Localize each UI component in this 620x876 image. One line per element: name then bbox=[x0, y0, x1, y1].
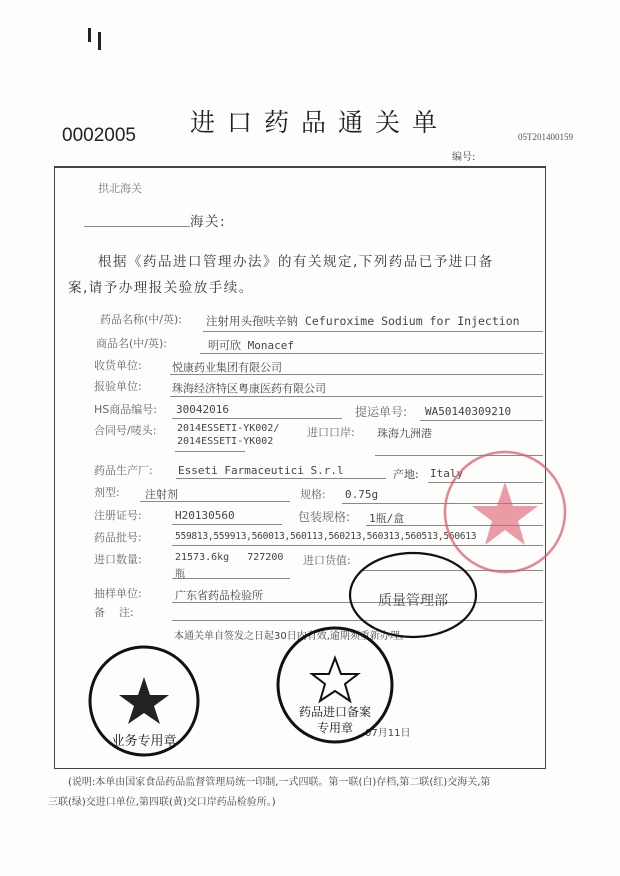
dosage-form-label: 剂型: bbox=[94, 486, 120, 499]
drug-name-label: 药品名称(中/英): bbox=[100, 313, 182, 326]
hs-code: 30042016 bbox=[176, 403, 229, 416]
scan-mark bbox=[98, 32, 101, 50]
document-number-label: 编号: bbox=[452, 152, 476, 163]
serial-number: 0002005 bbox=[62, 125, 136, 146]
stamp-company-quality-dept bbox=[350, 555, 448, 609]
consignee-label: 收货单位: bbox=[94, 359, 142, 372]
contract-line-1: 2014ESSETI-YK002/ bbox=[177, 423, 280, 434]
value-label: 进口货值: bbox=[303, 554, 351, 567]
quantity-line-1: 21573.6kg 727200 bbox=[175, 552, 284, 563]
sampling-unit: 广东省药品检验所 bbox=[175, 589, 263, 602]
svg-text:专用章: 专用章 bbox=[316, 721, 354, 735]
contract-line-2: 2014ESSETI-YK002 bbox=[177, 436, 274, 447]
document-title: 进口药品通关单 bbox=[190, 108, 450, 137]
bill-of-lading: WA50140309210 bbox=[425, 405, 512, 418]
trade-name: 明可欣 Monacef bbox=[208, 339, 294, 352]
intro-line-2: 案,请予办理报关验放手续。 bbox=[68, 280, 254, 296]
packaging-label: 包装规格: bbox=[298, 510, 351, 524]
registration-label: 注册证号: bbox=[94, 509, 142, 522]
quantity-line-2: 瓶 bbox=[175, 569, 185, 580]
intro-line-1: 根据《药品进口管理办法》的有关规定,下列药品已予进口备 bbox=[98, 254, 494, 270]
packaging: 1瓶/盒 bbox=[369, 512, 405, 525]
customs-suffix: 海关: bbox=[190, 214, 227, 230]
document-number: 05T201400159 bbox=[518, 132, 573, 142]
svg-text:业务专用章: 业务专用章 bbox=[111, 734, 177, 749]
scan-mark bbox=[88, 28, 91, 42]
inspection-applicant-label: 报验单位: bbox=[94, 380, 142, 393]
drug-name: 注射用头孢呋辛钠 Cefuroxime Sodium for Injection bbox=[206, 314, 520, 328]
footer-line-1: (说明:本单由国家食品药品监督管理局统一印制,一式四联。第一联(白)存档,第二联(红)交海关,第 bbox=[68, 777, 491, 788]
inspection-applicant: 珠海经济特区粤康医药有限公司 bbox=[172, 382, 326, 395]
sampling-label: 抽样单位: bbox=[94, 587, 142, 600]
date-fragment: 07月11日 bbox=[365, 728, 411, 739]
registration: H20130560 bbox=[175, 509, 235, 522]
validity-note: 本通关单自签发之日起30日内有效,逾期须重新办理。 bbox=[174, 631, 410, 642]
spec-label: 规格: bbox=[300, 488, 326, 501]
footer-line-2: 三联(绿)交进口单位,第四联(黄)交口岸药品检验所。) bbox=[48, 797, 276, 808]
svg-text:质量管理部: 质量管理部 bbox=[378, 593, 448, 609]
hs-code-label: HS商品编号: bbox=[94, 403, 157, 416]
remarks-label: 备 注: bbox=[94, 606, 134, 619]
consignee: 悦康药业集团有限公司 bbox=[172, 361, 282, 374]
stamp-red-company bbox=[450, 470, 451, 471]
batch-numbers: 559813,559913,560013,560113,560213,560313,560513,560613 bbox=[175, 531, 477, 542]
batch-label: 药品批号: bbox=[94, 531, 142, 544]
contract-label: 合同号/唛头: bbox=[94, 424, 157, 437]
bill-of-lading-label: 提运单号: bbox=[355, 405, 408, 419]
quantity-label: 进口数量: bbox=[94, 553, 142, 566]
customs-handwritten: 拱北海关 bbox=[98, 182, 142, 195]
manufacturer: Esseti Farmaceutici S.r.l bbox=[178, 464, 344, 477]
dosage-form: 注射剂 bbox=[145, 488, 178, 501]
spec: 0.75g bbox=[345, 488, 379, 501]
trade-name-label: 商品名(中/英): bbox=[96, 337, 167, 350]
svg-text:药品进口备案: 药品进口备案 bbox=[298, 705, 372, 719]
origin-label: 产地: bbox=[393, 468, 419, 481]
port-label: 进口口岸: bbox=[307, 426, 355, 439]
manufacturer-label: 药品生产厂: bbox=[94, 464, 153, 477]
stamp-zhuhai-fda bbox=[275, 628, 372, 735]
origin: Italy bbox=[430, 467, 464, 480]
stamp-guangdong-inspection bbox=[88, 645, 177, 749]
port: 珠海九洲港 bbox=[377, 427, 432, 440]
